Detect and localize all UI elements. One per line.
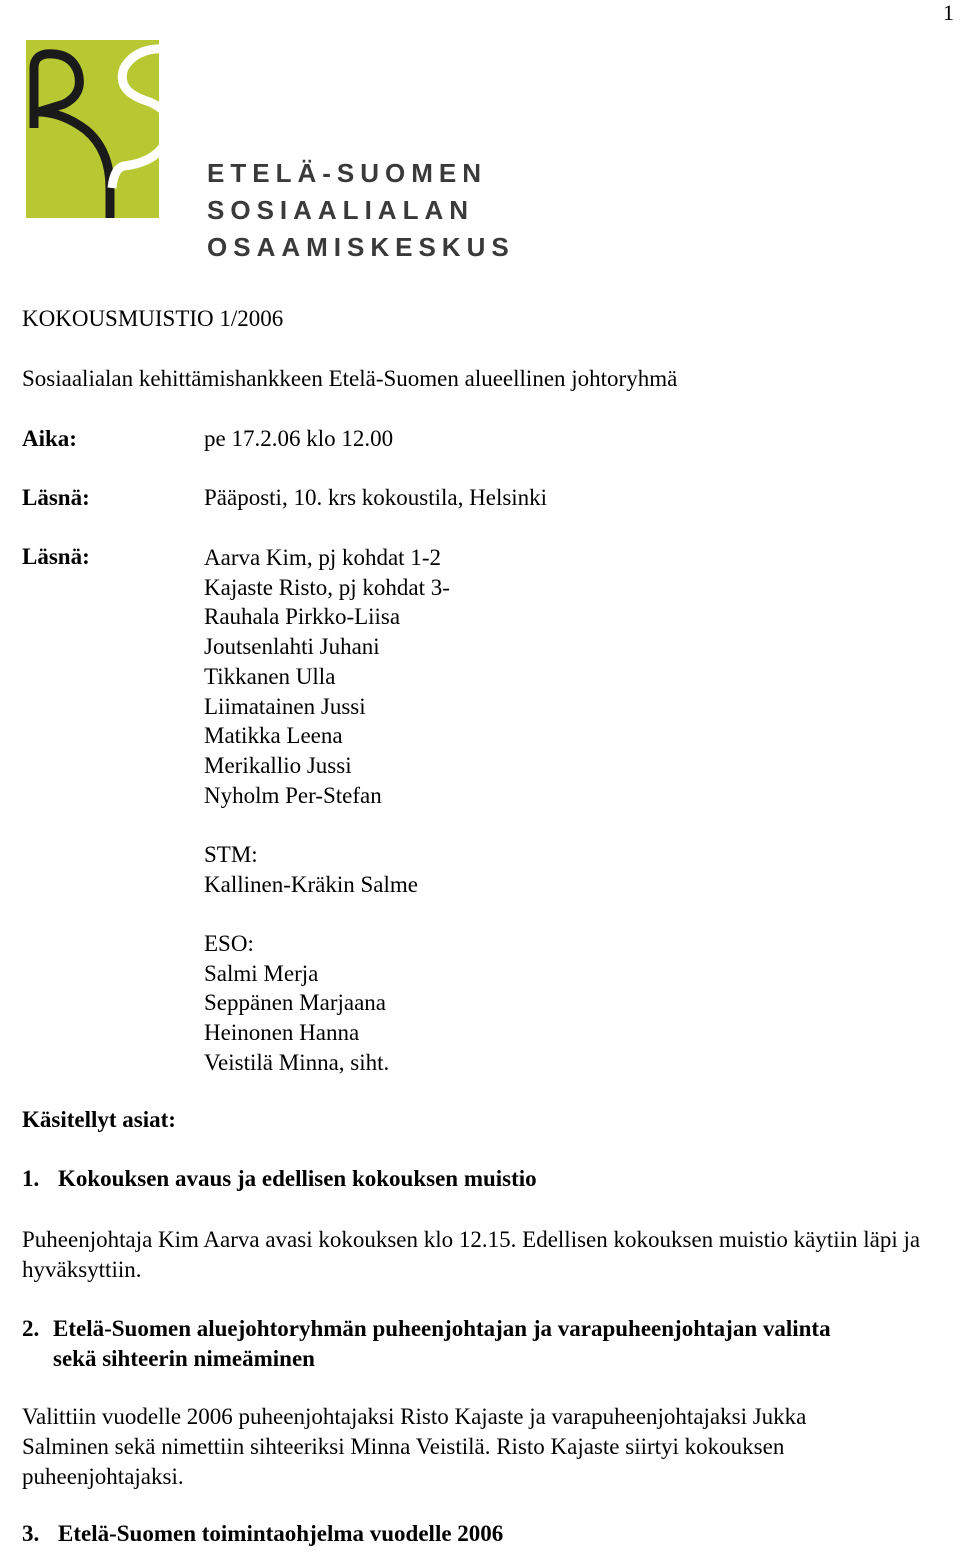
attendee: Aarva Kim, pj kohdat 1-2 xyxy=(204,545,441,570)
group-heading: STM: xyxy=(204,842,258,867)
section-title: Etelä-Suomen toimintaohjelma vuodelle 2006 xyxy=(58,1521,504,1546)
attendee: Seppänen Marjaana xyxy=(204,990,387,1016)
document-title: KOKOUSMUISTIO 1/2006 xyxy=(22,306,284,331)
section-body xyxy=(22,1402,958,1492)
place-label: Läsnä: xyxy=(22,485,90,510)
section-heading xyxy=(22,1314,831,1374)
logo-line: OSAAMISKESKUS xyxy=(207,232,515,262)
topics-label: Käsitellyt asiat: xyxy=(22,1107,176,1132)
attendee: Kajaste Risto, pj kohdat 3- xyxy=(204,574,450,600)
section-number: 1. xyxy=(22,1166,40,1191)
attendee: Veistilä Minna, siht. xyxy=(204,1049,390,1075)
logo-wordmark xyxy=(207,155,515,266)
section-number: 3. xyxy=(22,1521,40,1546)
time-label: Aika: xyxy=(22,426,77,451)
attendee: Nyholm Per-Stefan xyxy=(204,782,382,808)
attendee: Rauhala Pirkko-Liisa xyxy=(204,604,401,630)
attendee: Matikka Leena xyxy=(204,723,343,749)
attendee: Tikkanen Ulla xyxy=(204,663,336,689)
body-line: Valittiin vuodelle 2006 puheenjohtajaksi Risto Kajaste ja varapuheenjohtajaksi Jukka xyxy=(22,1404,807,1429)
organization-logo xyxy=(26,38,526,262)
attendee: Joutsenlahti Juhani xyxy=(204,634,380,660)
time-value: pe 17.2.06 klo 12.00 xyxy=(204,426,394,451)
attendees-list xyxy=(204,543,450,810)
section-body: Puheenjohtaja Kim Aarva avasi kokouksen klo 12.15. Edellisen kokouksen muistio käytiin läpi ja hyväksyttiin. xyxy=(22,1227,921,1282)
body-line: puheenjohtajaksi. xyxy=(22,1464,184,1489)
section-title: Kokouksen avaus ja edellisen kokouksen muistio xyxy=(58,1166,537,1191)
attendee: Liimatainen Jussi xyxy=(204,693,366,719)
attendee: Heinonen Hanna xyxy=(204,1020,360,1046)
logo-line: SOSIAALIALAN xyxy=(207,195,474,225)
page-number: 1 xyxy=(943,0,954,25)
section-heading xyxy=(22,1521,503,1547)
attendee: Kallinen-Kräkin Salme xyxy=(204,871,418,897)
place-value: Pääposti, 10. krs kokoustila, Helsinki xyxy=(204,485,548,510)
body-line: Salminen sekä nimettiin sihteeriksi Minna Veistilä. Risto Kajaste siirtyi kokouksen xyxy=(22,1434,785,1459)
group-heading: ESO: xyxy=(204,931,254,956)
stm-group xyxy=(204,840,418,899)
attendee: Salmi Merja xyxy=(204,960,319,986)
eso-group xyxy=(204,929,389,1078)
attendees-label: Läsnä: xyxy=(22,544,90,569)
section-title-line: Etelä-Suomen aluejohtoryhmän puheenjohtajan ja varapuheenjohtajan valinta xyxy=(53,1316,831,1341)
section-heading xyxy=(22,1166,537,1192)
section-number: 2. xyxy=(22,1316,40,1341)
attendee: Merikallio Jussi xyxy=(204,752,352,778)
document-subtitle: Sosiaalialan kehittämishankkeen Etelä-Suomen alueellinen johtoryhmä xyxy=(22,366,678,391)
logo-line: ETELÄ-SUOMEN xyxy=(207,158,487,188)
section-title-line: sekä sihteerin nimeäminen xyxy=(53,1346,315,1371)
logo-mark-icon xyxy=(26,38,201,223)
